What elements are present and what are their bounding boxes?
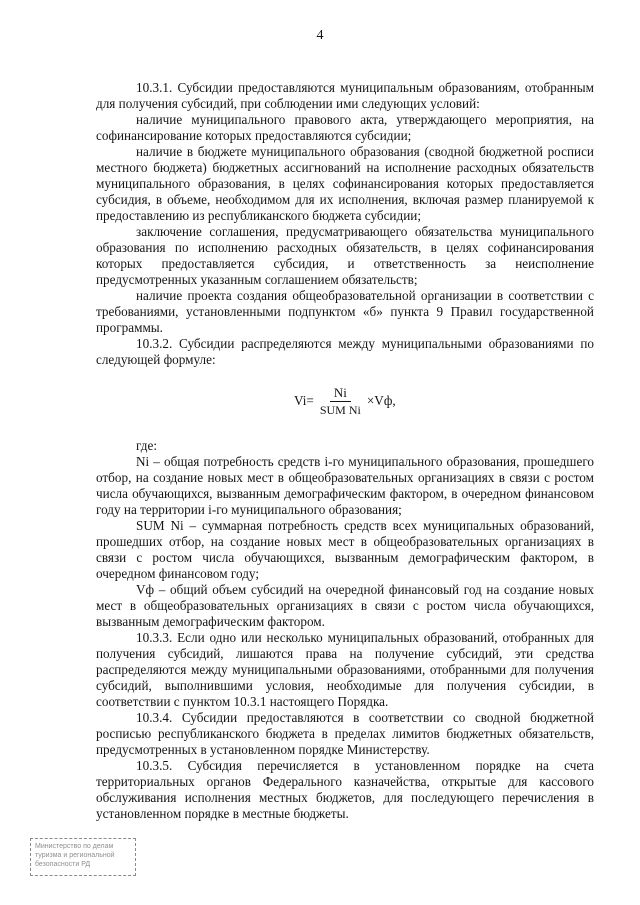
paragraph-10-3-5: 10.3.5. Субсидия перечисляется в установленном порядке на счета территориальных органов Федерального казначейства, открытые для кассового обслуживания исполнения местных бюджетов, для последующего перечисления в установленном порядке в местные бюджеты. [96,758,594,821]
formula-denominator: SUM Ni [319,403,361,417]
where-label: где: [136,438,157,453]
registration-stamp [30,838,136,876]
condition-legal-act: наличие муниципального правового акта, утверждающего мероприятия, на софинансирование которых предоставляются субсидии; [96,112,594,143]
paragraph-10-3-4: 10.3.4. Субсидии предоставляются в соответствии со сводной бюджетной росписью республиканского бюджета в пределах лимитов бюджетных обязательств, предусмотренных в установленном порядке Министерству. [96,710,594,757]
definition-sum-ni: SUM Ni – суммарная потребность средств всех муниципальных образований, прошедших отбор, на создание новых мест в общеобразовательных организациях в связи с ростом числа обучающихся, вызванным демографическим фактором, в очередном финансовом году; [96,518,594,581]
stamp-line-3: безопасности РД [35,861,91,868]
formula-block [96,368,594,438]
condition-budget-allocations: наличие в бюджете муниципального образования (сводной бюджетной росписи местного бюджета) бюджетных ассигнований на исполнение расходных обязательств муниципального образования, в целях софинансирования которых предоставляется субсидия, в объеме, необходимом для их исполнения, включая размер планируемой к предоставлению из республиканского бюджета субсидии; [96,144,594,223]
formula-lhs: Vi= [294,393,314,408]
paragraph-10-3-1: 10.3.1. Субсидии предоставляются муниципальным образованиям, отобранным для получения субсидий, при соблюдении ими следующих условий: [96,80,594,111]
page-number: 4 [316,28,324,43]
paragraph-10-3-2: 10.3.2. Субсидии распределяются между муниципальными образованиями по следующей формуле: [96,336,594,367]
stamp-line-2: туризма и региональной [35,852,115,859]
formula-numerator: Ni [330,385,351,402]
definition-ni: Ni – общая потребность средств i-го муниципального образования, прошедшего отбор, на создание новых мест в общеобразовательных организациях в связи с ростом числа обучающихся, вызванным демографическим фактором, в очередном финансовом году на территории i-го муниципального образования; [96,454,594,517]
document-body [96,80,594,822]
condition-project: наличие проекта создания общеобразовательной организации в соответствии с требованиями, установленными подпунктом «б» пункта 9 Правил государственной программы. [96,288,594,335]
condition-agreement: заключение соглашения, предусматривающего обязательства муниципального образования по исполнению расходных обязательств, в целях софинансирования которых предоставляется субсидия, и ответственность за неисполнение предусмотренных указанным соглашением обязательств; [96,224,594,287]
definition-vf: Vф – общий объем субсидий на очередной финансовый год на создание новых мест в общеобразовательных организациях в связи с ростом числа обучающихся, вызванным демографическим фактором. [96,582,594,629]
formula-fraction [316,385,365,417]
stamp-line-1: Министерство по делам [35,843,114,850]
distribution-formula [294,385,396,417]
formula-rhs: ×Vф, [366,393,396,408]
paragraph-10-3-3: 10.3.3. Если одно или несколько муниципальных образований, отобранных для получения субсидий, лишаются права на получение субсидий, эти средства распределяются между муниципальными образованиями, отобранными для получения субсидий, выполнившими условия, необходимые для получения субсидии, в соответствии с пунктом 10.3.1 настоящего Порядка. [96,630,594,709]
